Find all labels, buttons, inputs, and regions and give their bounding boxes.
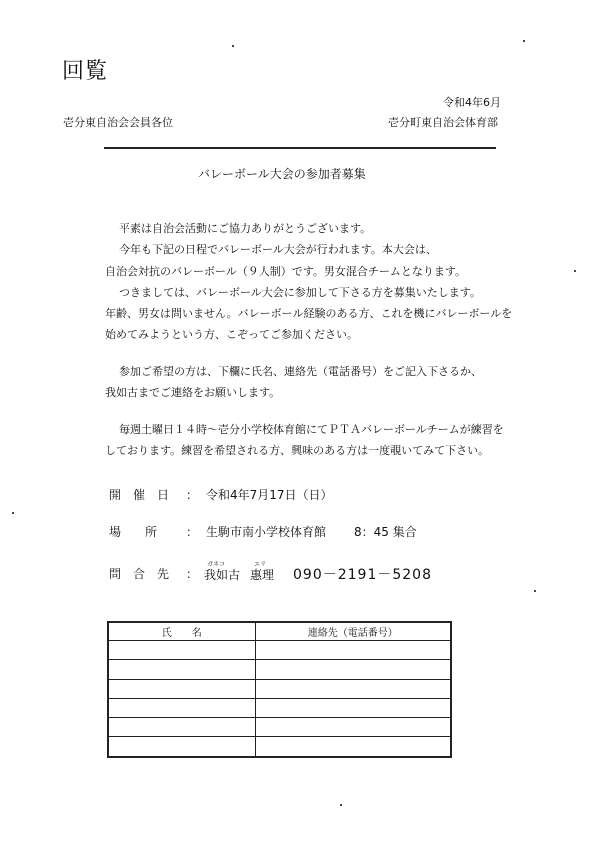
colon: ： [186, 488, 199, 502]
body-line: 我如古までご連絡をお願いします。 [105, 386, 281, 399]
contact-phone: 090－2191－5208 [293, 567, 432, 583]
document-title: バレーボール大会の参加者募集 [198, 167, 366, 181]
table-header-row [108, 622, 451, 641]
name-cell[interactable] [108, 737, 255, 757]
colon: ： [186, 525, 199, 539]
scan-speck [232, 45, 234, 47]
table-row [108, 679, 451, 698]
phone-cell[interactable] [255, 660, 451, 679]
scan-speck [574, 270, 576, 272]
body-line: 自治会対抗のバレーボール（９人制）です。男女混合チームとなります。 [105, 265, 467, 278]
phone-cell[interactable] [255, 679, 451, 698]
venue-label: 場 所 [109, 525, 158, 539]
scan-speck [523, 40, 525, 42]
name-cell[interactable] [108, 660, 255, 679]
scan-speck [340, 804, 342, 806]
circular-heading: 回覧 [62, 59, 109, 84]
name-column-header: 氏 名 [108, 622, 255, 641]
phone-column-header: 連絡先（電話番号） [255, 622, 451, 641]
table-row [108, 737, 451, 757]
body-line: 年齢、男女は問いません。バレーボール経験のある方、これを機にバレーボールを [105, 307, 513, 320]
body-line: 毎週土曜日１４時～壱分小学校体育館にてＰＴＡバレーボールチームが練習を [119, 423, 504, 436]
phone-cell[interactable] [255, 641, 451, 660]
contact-surname-furigana: ガネコ [207, 561, 226, 568]
scan-speck [12, 512, 14, 514]
phone-cell[interactable] [255, 698, 451, 717]
body-line: しております。練習を希望される方、興味のある方は一度覗いてみて下さい。 [105, 444, 490, 457]
name-cell[interactable] [108, 679, 255, 698]
phone-cell[interactable] [255, 737, 451, 757]
event-date-value: 令和4年7月17日（日） [206, 488, 333, 502]
header-divider [104, 147, 496, 149]
colon: ： [186, 567, 199, 581]
table-row [108, 660, 451, 679]
contact-surname: 我如古 [204, 568, 241, 582]
table-row [108, 718, 451, 737]
issue-date: 令和4年6月 [443, 96, 501, 109]
table-row [108, 641, 451, 660]
scan-speck [534, 590, 536, 592]
body-line: 平素は自治会活動にご協力ありがとうございます。 [119, 222, 372, 235]
body-line: 今年も下記の日程でバレーボール大会が行われます。本大会は、 [119, 243, 437, 256]
contact-given-furigana: エリ [254, 561, 267, 568]
recipient-line: 壱分東自治会会員各位 [63, 116, 173, 129]
name-cell[interactable] [108, 641, 255, 660]
table-row [108, 698, 451, 717]
name-cell[interactable] [108, 698, 255, 717]
name-cell[interactable] [108, 718, 255, 737]
body-line: 参加ご希望の方は、下欄に氏名、連絡先（電話番号）をご記入下さるか、 [119, 365, 482, 378]
venue-value: 生駒市南小学校体育館 [206, 525, 327, 539]
contact-label: 問 合 先 [109, 567, 170, 581]
entry-table [107, 621, 452, 758]
meeting-time: 8：45 集合 [354, 525, 417, 539]
sender-line: 壱分町東自治会体育部 [388, 116, 498, 129]
event-date-label: 開 催 日 [109, 488, 170, 502]
phone-cell[interactable] [255, 718, 451, 737]
contact-given-name: 惠理 [250, 568, 275, 582]
body-line: 始めてみようという方、こぞってご参加ください。 [105, 328, 358, 341]
body-line: つきましては、バレーボール大会に参加して下さる方を募集いたします。 [119, 286, 481, 299]
